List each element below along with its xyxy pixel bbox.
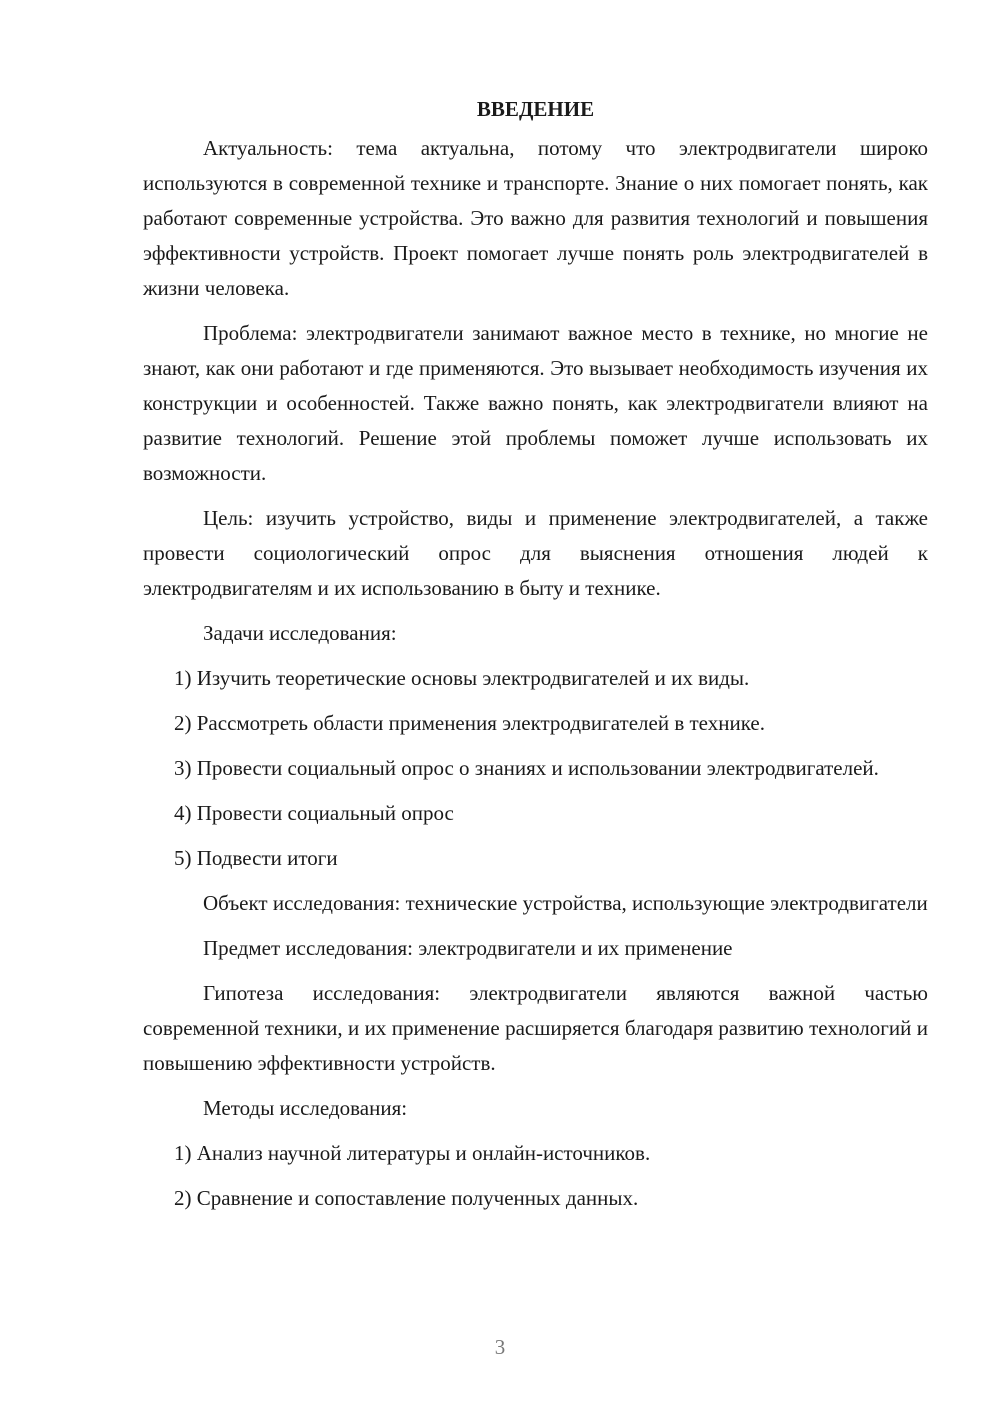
tasks-heading: Задачи исследования:: [203, 621, 397, 645]
task-item: 1) Изучить теоретические основы электродвигателей и их виды.: [174, 666, 750, 690]
task-item: 3) Провести социальный опрос о знаниях и использовании электродвигателей.: [174, 756, 879, 780]
task-item: 4) Провести социальный опрос: [174, 801, 454, 825]
subject-paragraph: Предмет исследования: электродвигатели и их применение: [203, 936, 733, 960]
problem-paragraph: Проблема: электродвигатели занимают важное место в технике, но многие не знают, как они работают и где применяются. Это вызывает необходимость изучения их конструкции и особенностей. Также важно понять, как электродвигатели влияют на развитие технологий. Решение этой проблемы поможет лучше использовать их возможности.: [143, 321, 928, 485]
methods-heading: Методы исследования:: [203, 1096, 408, 1120]
relevance-paragraph: Актуальность: тема актуальна, потому что электродвигатели широко используются в современной технике и транспорте. Знание о них помогает понять, как работают современные устройства. Это важно для развития технологий и повышения эффективности устройств. Проект помогает лучше понять роль электродвигателей в жизни человека.: [143, 136, 928, 300]
page-number: 3: [494, 1335, 506, 1359]
task-item: 2) Рассмотреть области применения электродвигателей в технике.: [174, 711, 765, 735]
document-page: [143, 92, 928, 1226]
object-paragraph: Объект исследования: технические устройства, использующие электродвигатели: [203, 891, 928, 915]
goal-paragraph: Цель: изучить устройство, виды и применение электродвигателей, а также провести социологический опрос для выяснения отношения людей к электродвигателям и их использованию в быту и технике.: [143, 506, 928, 600]
method-item: 2) Сравнение и сопоставление полученных данных.: [174, 1186, 639, 1210]
method-item: 1) Анализ научной литературы и онлайн-источников.: [174, 1141, 651, 1165]
hypothesis-paragraph: Гипотеза исследования: электродвигатели являются важной частью современной техники, и их применение расширяется благодаря развитию технологий и повышению эффективности устройств.: [143, 981, 928, 1075]
task-item: 5) Подвести итоги: [174, 846, 338, 870]
section-title: ВВЕДЕНИЕ: [476, 97, 595, 121]
